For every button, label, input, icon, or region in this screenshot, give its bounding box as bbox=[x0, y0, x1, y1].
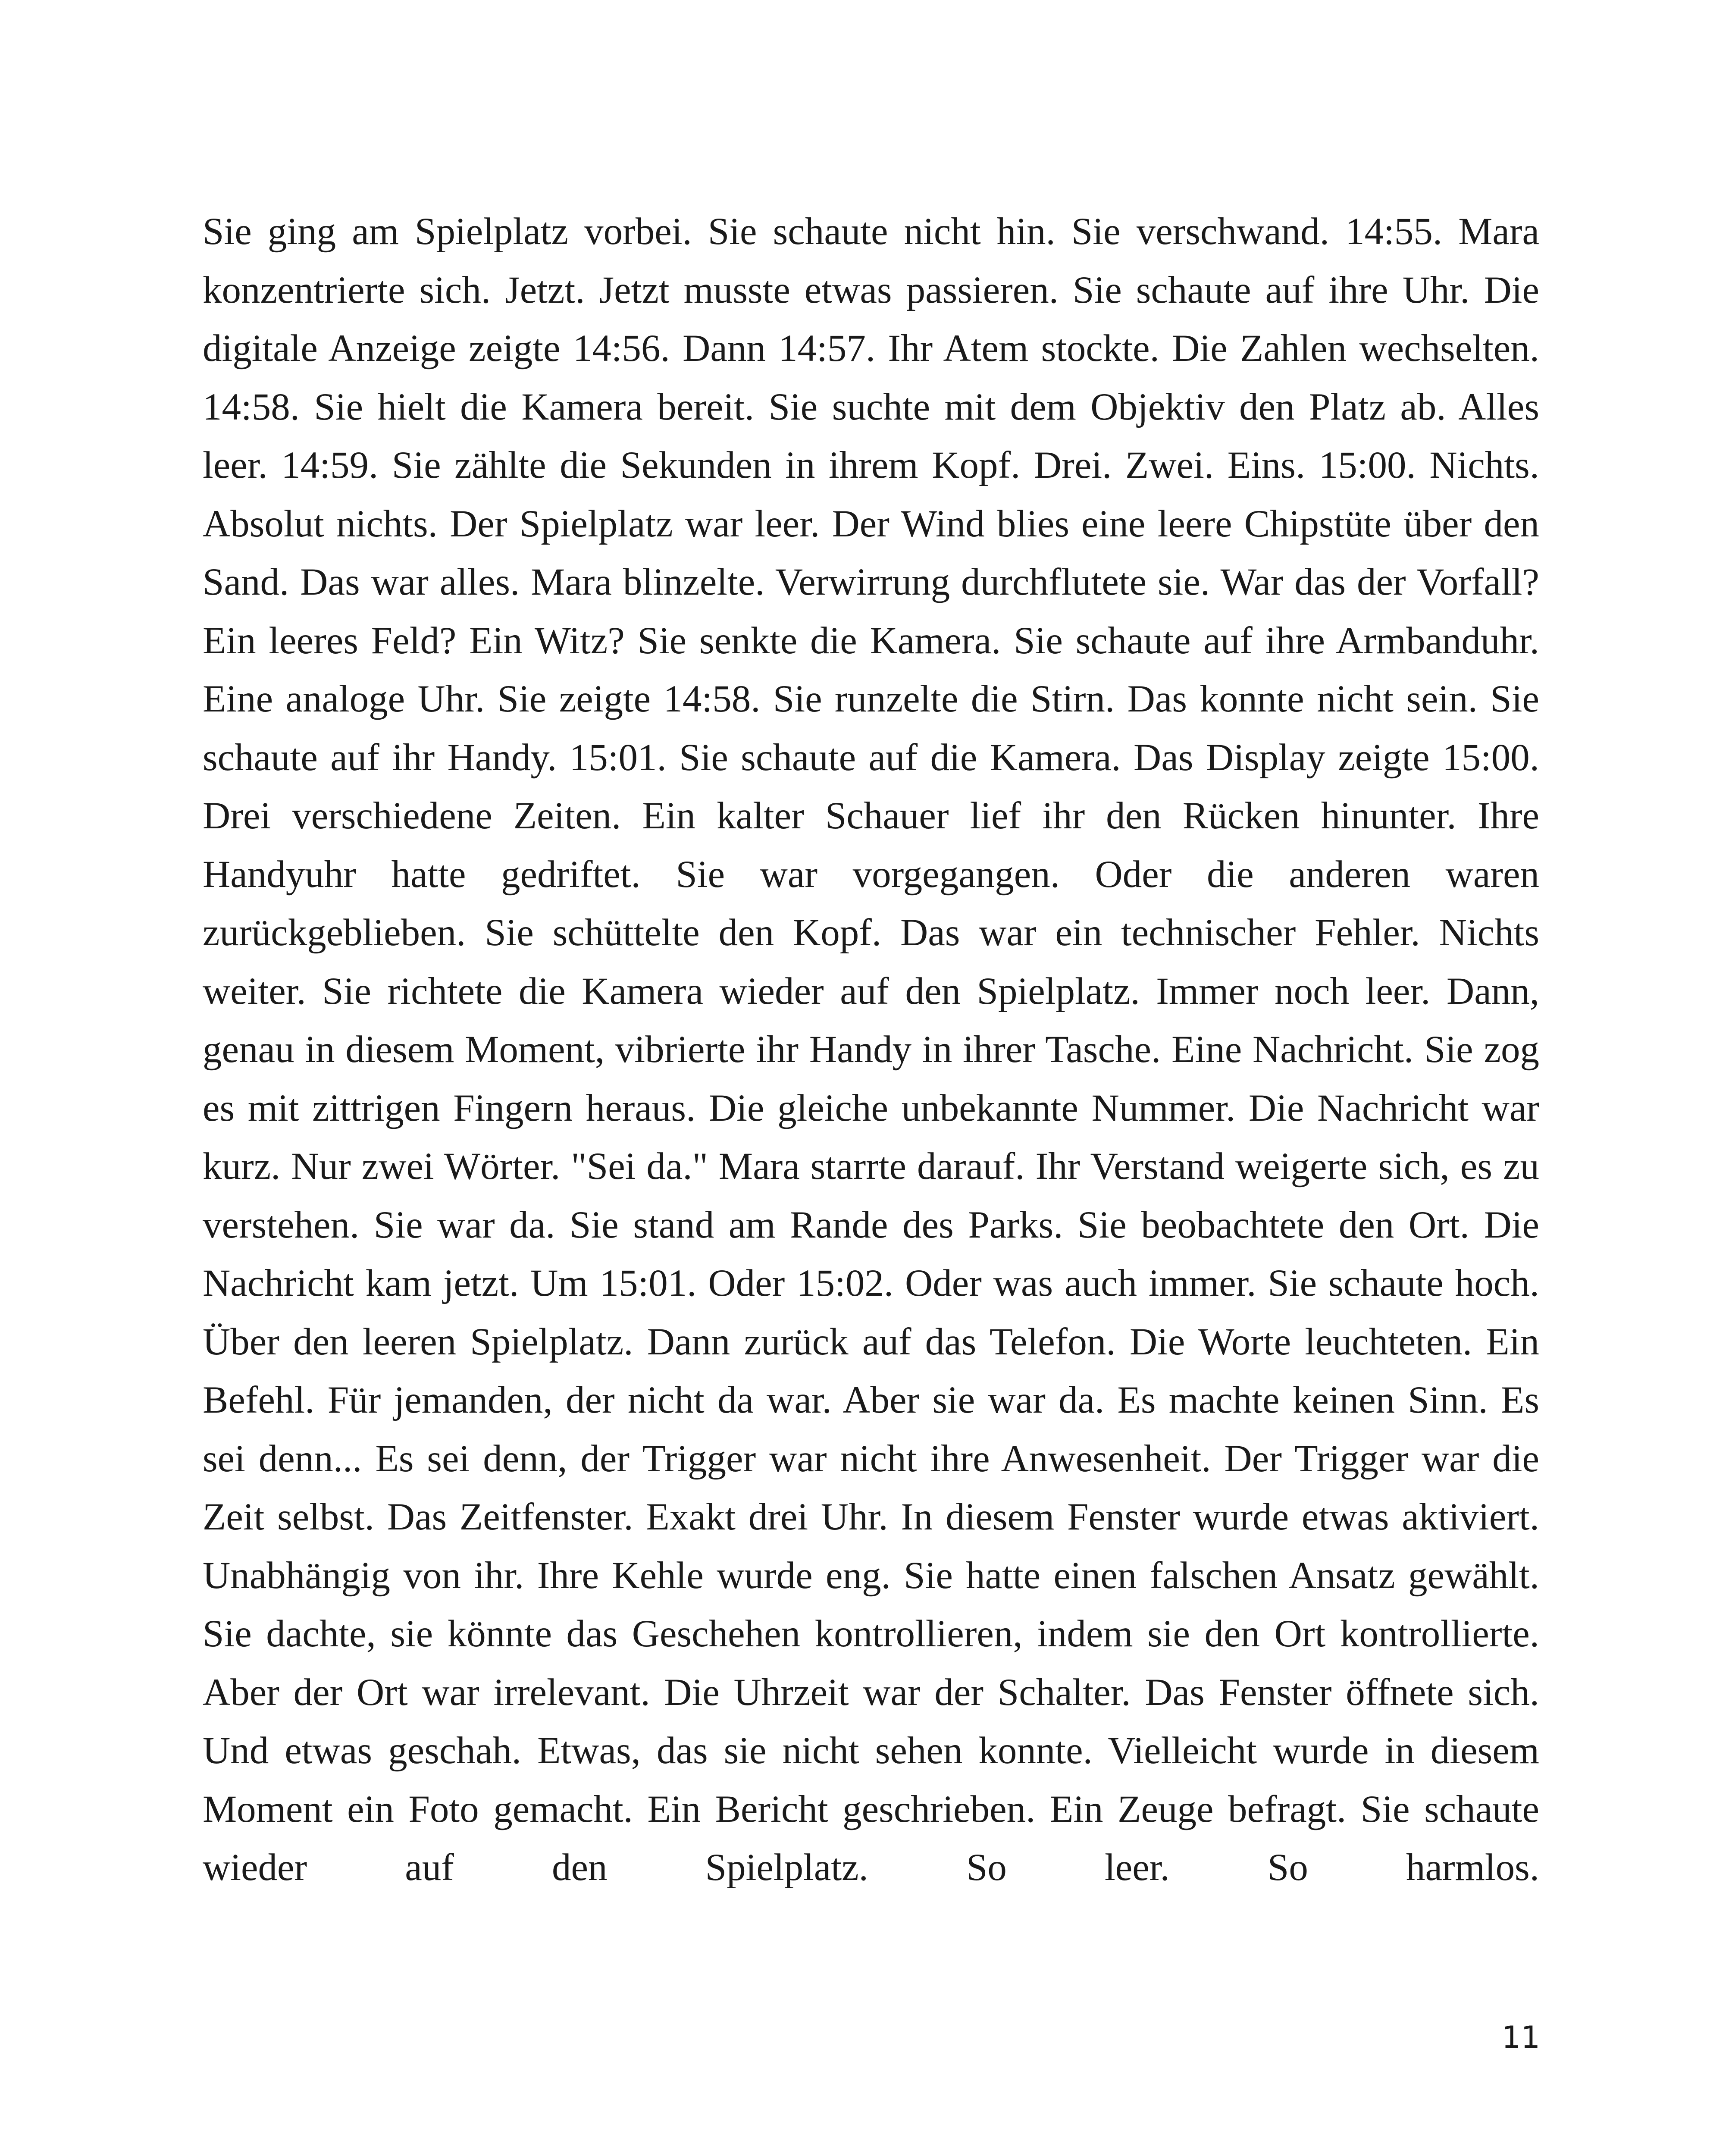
body-paragraph: Sie ging am Spielplatz vorbei. Sie schaute nicht hin. Sie verschwand. 14:55. Mara konzentrierte sich. Jetzt. Jetzt musste etwas passieren. Sie schaute auf ihre Uhr. Die digitale Anzeige zeigte 14:56. Dann 14:57. Ihr Atem stockte. Die Zahlen wechselten. 14:58. Sie hielt die Kamera bereit. Sie suchte mit dem Objektiv den Platz ab. Alles leer. 14:59. Sie zählte die Sekunden in ihrem Kopf. Drei. Zwei. Eins. 15:00. Nichts. Absolut nichts. Der Spielplatz war leer. Der Wind blies eine leere Chipstüte über den Sand. Das war alles. Mara blinzelte. Verwirrung durchflutete sie. War das der Vorfall? Ein leeres Feld? Ein Witz? Sie senkte die Kamera. Sie schaute auf ihre Armbanduhr. Eine analoge Uhr. Sie zeigte 14:58. Sie runzelte die Stirn. Das konnte nicht sein. Sie schaute auf ihr Handy. 15:01. Sie schaute auf die Kamera. Das Display zeigte 15:00. Drei verschiedene Zeiten. Ein kalter Schauer lief ihr den Rücken hinunter. Ihre Handyuhr hatte gedriftet. Sie war vorgegangen. Oder die anderen waren zurückgeblieben. Sie schüttelte den Kopf. Das war ein technischer Fehler. Nichts weiter. Sie richtete die Kamera wieder auf den Spielplatz. Immer noch leer. Dann, genau in diesem Moment, vibrierte ihr Handy in ihrer Tasche. Eine Nachricht. Sie zog es mit zittrigen Fingern heraus. Die gleiche unbekannte Nummer. Die Nachricht war kurz. Nur zwei Wörter. "Sei da." Mara starrte darauf. Ihr Verstand weigerte sich, es zu verstehen. Sie war da. Sie stand am Rande des Parks. Sie beobachtete den Ort. Die Nachricht kam jetzt. Um 15:01. Oder 15:02. Oder was auch immer. Sie schaute hoch. Über den leeren Spielplatz. Dann zurück auf das Telefon. Die Worte leuchteten. Ein Befehl. Für jemanden, der nicht da war. Aber sie war da. Es machte keinen Sinn. Es sei denn... Es sei denn, der Trigger war nicht ihre Anwesenheit. Der Trigger war die Zeit selbst. Das Zeitfenster. Exakt drei Uhr. In diesem Fenster wurde etwas aktiviert. Unabhängig von ihr. Ihre Kehle wurde eng. Sie hatte einen falschen Ansatz gewählt. Sie dachte, sie könnte das Geschehen kontrollieren, indem sie den Ort kontrollierte. Aber der Ort war irrelevant. Die Uhrzeit war der Schalter. Das Fenster öffnete sich. Und etwas geschah. Etwas, das sie nicht sehen konnte. Vielleicht wurde in diesem Moment ein Foto gemacht. Ein Bericht geschrieben. Ein Zeuge befragt. Sie schaute wieder auf den Spielplatz. So leer. So harmlos. bbox=[203, 210, 1539, 1889]
page-number: 11 bbox=[1501, 2020, 1540, 2055]
